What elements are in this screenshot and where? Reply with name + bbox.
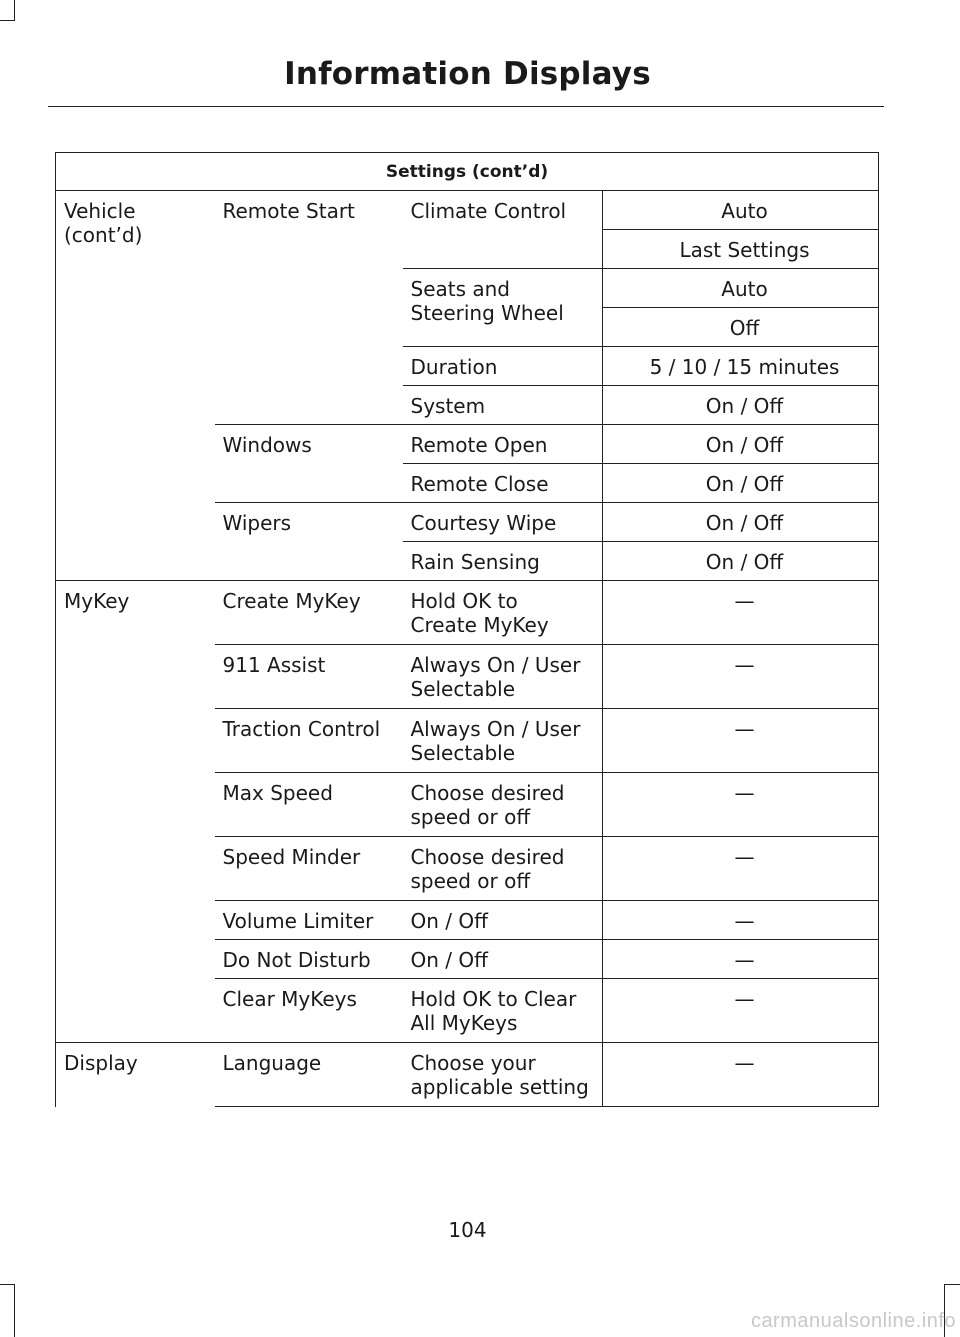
group-label: Display — [56, 1043, 215, 1107]
value-cell: — — [603, 645, 879, 709]
option-label: System — [403, 386, 603, 425]
option-label: On / Off — [403, 901, 603, 940]
setting-label: Do Not Disturb — [215, 940, 403, 979]
crop-mark-bottom-left-vertical — [14, 1284, 15, 1337]
option-label: Remote Open — [403, 425, 603, 464]
setting-label: 911 Assist — [215, 645, 403, 709]
value-cell: — — [603, 709, 879, 773]
value-cell: — — [603, 901, 879, 940]
value-cell: On / Off — [603, 503, 879, 542]
value-cell: Last Settings — [603, 230, 879, 269]
page-number: 104 — [448, 1218, 487, 1242]
value-cell: On / Off — [603, 464, 879, 503]
table-row — [56, 581, 879, 645]
group-label: Vehicle (cont’d) — [56, 191, 215, 581]
value-cell: Off — [603, 308, 879, 347]
value-cell: Auto — [603, 191, 879, 230]
value-cell: On / Off — [603, 386, 879, 425]
option-label: Choose your applicable setting — [403, 1043, 603, 1107]
setting-label: Remote Start — [215, 191, 403, 425]
setting-label: Create MyKey — [215, 581, 403, 645]
option-label: Always On / User Selectable — [403, 709, 603, 773]
table-caption-row — [56, 153, 879, 191]
option-label: Choose desired speed or off — [403, 773, 603, 837]
title-divider — [48, 106, 884, 107]
crop-mark-bottom-right-horizontal — [944, 1284, 960, 1285]
setting-label: Speed Minder — [215, 837, 403, 901]
option-label: Remote Close — [403, 464, 603, 503]
value-cell: — — [603, 979, 879, 1043]
option-label: Hold OK to Create MyKey — [403, 581, 603, 645]
value-cell: — — [603, 940, 879, 979]
value-cell: — — [603, 581, 879, 645]
group-label: MyKey — [56, 581, 215, 1043]
table-caption: Settings (cont’d) — [56, 153, 879, 191]
watermark-text: carmanualsonline.info — [750, 1310, 956, 1332]
table-row — [56, 1043, 879, 1107]
page-title: Information Displays — [284, 56, 651, 92]
crop-mark-top-horizontal — [0, 20, 15, 21]
value-cell: — — [603, 1043, 879, 1107]
setting-label: Wipers — [215, 503, 403, 581]
value-cell: Auto — [603, 269, 879, 308]
value-cell: 5 / 10 / 15 minutes — [603, 347, 879, 386]
option-label: Climate Control — [403, 191, 603, 269]
option-label: Rain Sensing — [403, 542, 603, 581]
value-cell: — — [603, 773, 879, 837]
crop-mark-top-vertical — [14, 0, 15, 20]
value-cell: — — [603, 837, 879, 901]
setting-label: Volume Limiter — [215, 901, 403, 940]
setting-label: Language — [215, 1043, 403, 1107]
setting-label: Windows — [215, 425, 403, 503]
setting-label: Max Speed — [215, 773, 403, 837]
table-row — [56, 191, 879, 230]
setting-label: Traction Control — [215, 709, 403, 773]
option-label: Choose desired speed or off — [403, 837, 603, 901]
value-cell: On / Off — [603, 425, 879, 464]
option-label: On / Off — [403, 940, 603, 979]
option-label: Seats and Steering Wheel — [403, 269, 603, 347]
settings-table — [55, 152, 879, 1107]
crop-mark-bottom-left-horizontal — [0, 1284, 15, 1285]
option-label: Courtesy Wipe — [403, 503, 603, 542]
value-cell: On / Off — [603, 542, 879, 581]
option-label: Always On / User Selectable — [403, 645, 603, 709]
option-label: Hold OK to Clear All MyKeys — [403, 979, 603, 1043]
setting-label: Clear MyKeys — [215, 979, 403, 1043]
option-label: Duration — [403, 347, 603, 386]
